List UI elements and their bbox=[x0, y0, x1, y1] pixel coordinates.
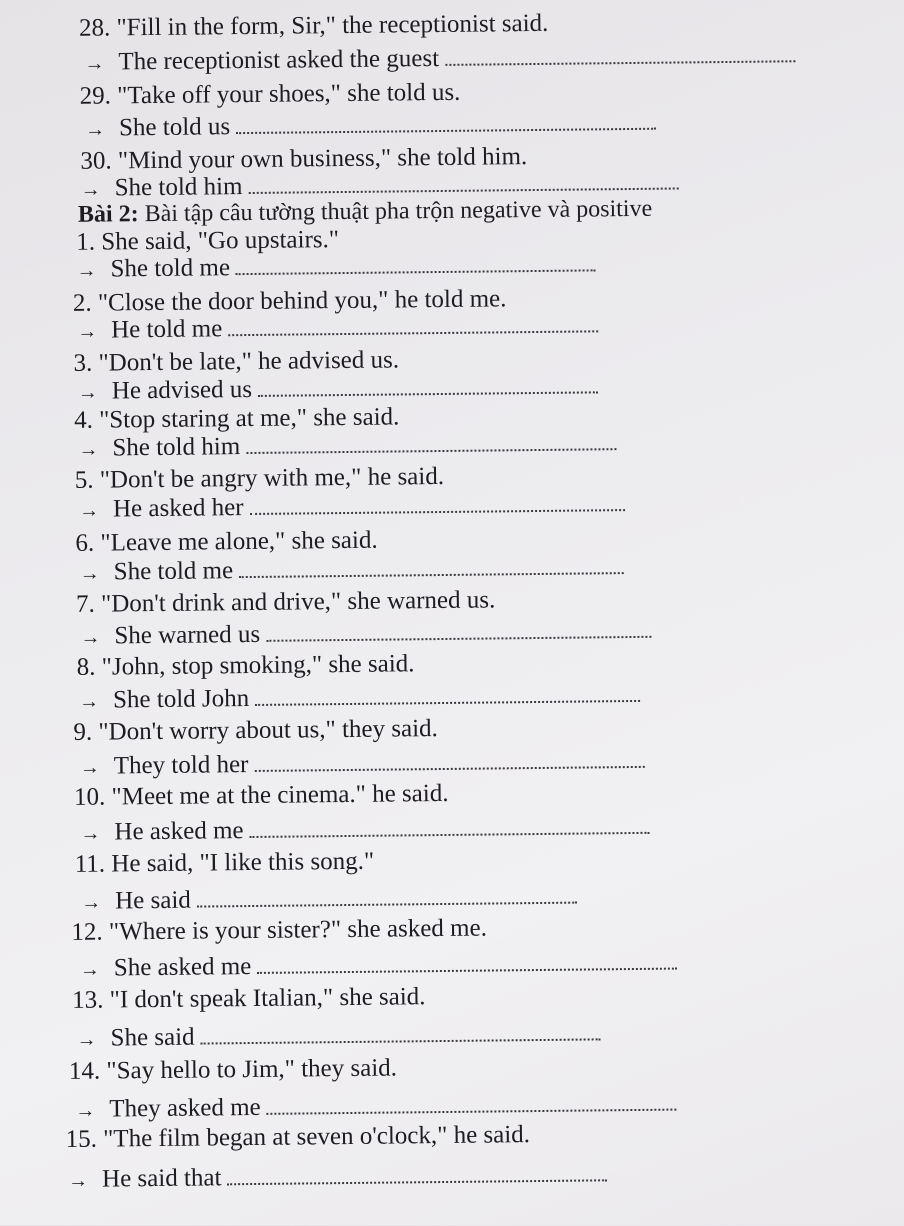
answer-13: → She said bbox=[76, 1018, 600, 1054]
arrow-icon: → bbox=[75, 1099, 96, 1122]
answer-blank[interactable] bbox=[200, 1020, 600, 1044]
answer-12: → She asked me bbox=[80, 948, 678, 985]
question-1: 1. She said, "Go upstairs." bbox=[76, 226, 340, 256]
answer-blank[interactable] bbox=[246, 430, 616, 454]
answer-2: → He told me bbox=[77, 310, 598, 346]
answer-blank[interactable] bbox=[255, 682, 640, 706]
answer-10: → He asked me bbox=[80, 812, 649, 849]
question-15: 15. "The film began at seven o'clock," he said. bbox=[65, 1121, 531, 1153]
question-29: 29. "Take off your shoes," she told us. bbox=[79, 78, 461, 110]
question-10: 10. "Meet me at the cinema." he said. bbox=[73, 779, 449, 811]
answer-blank[interactable] bbox=[236, 251, 596, 275]
arrow-icon: → bbox=[78, 438, 99, 461]
answer-blank[interactable] bbox=[197, 884, 577, 908]
arrow-icon: → bbox=[78, 499, 100, 522]
question-2: 2. "Close the door behind you," he told me. bbox=[72, 285, 507, 317]
arrow-icon: → bbox=[76, 1028, 97, 1051]
answer-blank[interactable] bbox=[254, 748, 644, 772]
question-30: 30. "Mind your own business," she told him. bbox=[80, 143, 528, 175]
answer-30: → She told him bbox=[81, 168, 679, 205]
answer-3: → He advised us bbox=[78, 371, 599, 407]
arrow-icon: → bbox=[79, 958, 100, 981]
answer-blank[interactable] bbox=[248, 170, 678, 195]
arrow-icon: → bbox=[79, 562, 100, 585]
arrow-icon: → bbox=[76, 259, 97, 282]
arrow-icon: → bbox=[84, 52, 105, 75]
question-28: 28. "Fill in the form, Sir," the receptionist said. bbox=[78, 9, 549, 42]
answer-1: → She told me bbox=[76, 249, 596, 285]
question-13: 13. "I don't speak Italian," she said. bbox=[72, 983, 426, 1014]
question-6: 6. "Leave me alone," she said. bbox=[75, 526, 378, 557]
arrow-icon: → bbox=[81, 891, 102, 914]
question-3: 3. "Don't be late," he advised us. bbox=[73, 346, 400, 377]
answer-blank[interactable] bbox=[227, 1161, 607, 1185]
question-9: 9. "Don't worry about us," they said. bbox=[73, 715, 438, 746]
arrow-icon: → bbox=[77, 320, 98, 343]
arrow-icon: → bbox=[77, 381, 98, 404]
answer-blank[interactable] bbox=[266, 618, 651, 642]
arrow-icon: → bbox=[80, 626, 101, 649]
answer-7: → She warned us bbox=[80, 616, 651, 653]
arrow-icon: → bbox=[78, 690, 100, 713]
question-5: 5. "Don't be angry with me," he said. bbox=[74, 462, 445, 494]
arrow-icon: → bbox=[80, 178, 101, 201]
question-14: 14. "Say hello to Jim," they said. bbox=[68, 1054, 398, 1085]
answer-8: → She told John bbox=[79, 680, 640, 717]
answer-29: → She told us bbox=[85, 108, 656, 145]
answer-blank[interactable] bbox=[258, 373, 598, 397]
answer-11: → He said bbox=[81, 882, 577, 918]
answer-blank[interactable] bbox=[239, 554, 624, 578]
exercise-heading bbox=[78, 194, 653, 230]
heading-text: Bài tập câu tường thuật pha trộn negative và positive bbox=[144, 195, 653, 228]
arrow-icon: → bbox=[84, 118, 106, 141]
arrow-icon: → bbox=[67, 1169, 89, 1192]
answer-blank[interactable] bbox=[445, 42, 795, 66]
arrow-icon: → bbox=[79, 756, 100, 779]
question-4: 4. "Stop staring at me," she said. bbox=[73, 403, 400, 434]
answer-14: → They asked me bbox=[75, 1089, 677, 1126]
heading-label: Bài 2: bbox=[77, 201, 139, 228]
answer-15: → He said that bbox=[68, 1159, 608, 1196]
answer-blank[interactable] bbox=[236, 110, 656, 134]
question-11: 11. He said, "I like this song." bbox=[74, 847, 375, 878]
arrow-icon: → bbox=[80, 822, 101, 845]
answer-5: → He asked her bbox=[79, 489, 625, 526]
answer-blank[interactable] bbox=[249, 814, 649, 838]
answer-28: → The receptionist asked the guest bbox=[84, 40, 795, 78]
answer-blank[interactable] bbox=[249, 491, 624, 515]
answer-blank[interactable] bbox=[257, 950, 677, 974]
question-7: 7. "Don't drink and drive," she warned us. bbox=[75, 586, 496, 618]
answer-4: → She told him bbox=[78, 428, 616, 465]
answer-6: → She told me bbox=[80, 552, 625, 589]
question-12: 12. "Where is your sister?" she asked me. bbox=[71, 914, 488, 946]
answer-9: → They told her bbox=[80, 746, 645, 783]
answer-blank[interactable] bbox=[267, 1091, 677, 1115]
answer-blank[interactable] bbox=[228, 312, 598, 336]
question-8: 8. "John, stop smoking," she said. bbox=[76, 650, 415, 681]
